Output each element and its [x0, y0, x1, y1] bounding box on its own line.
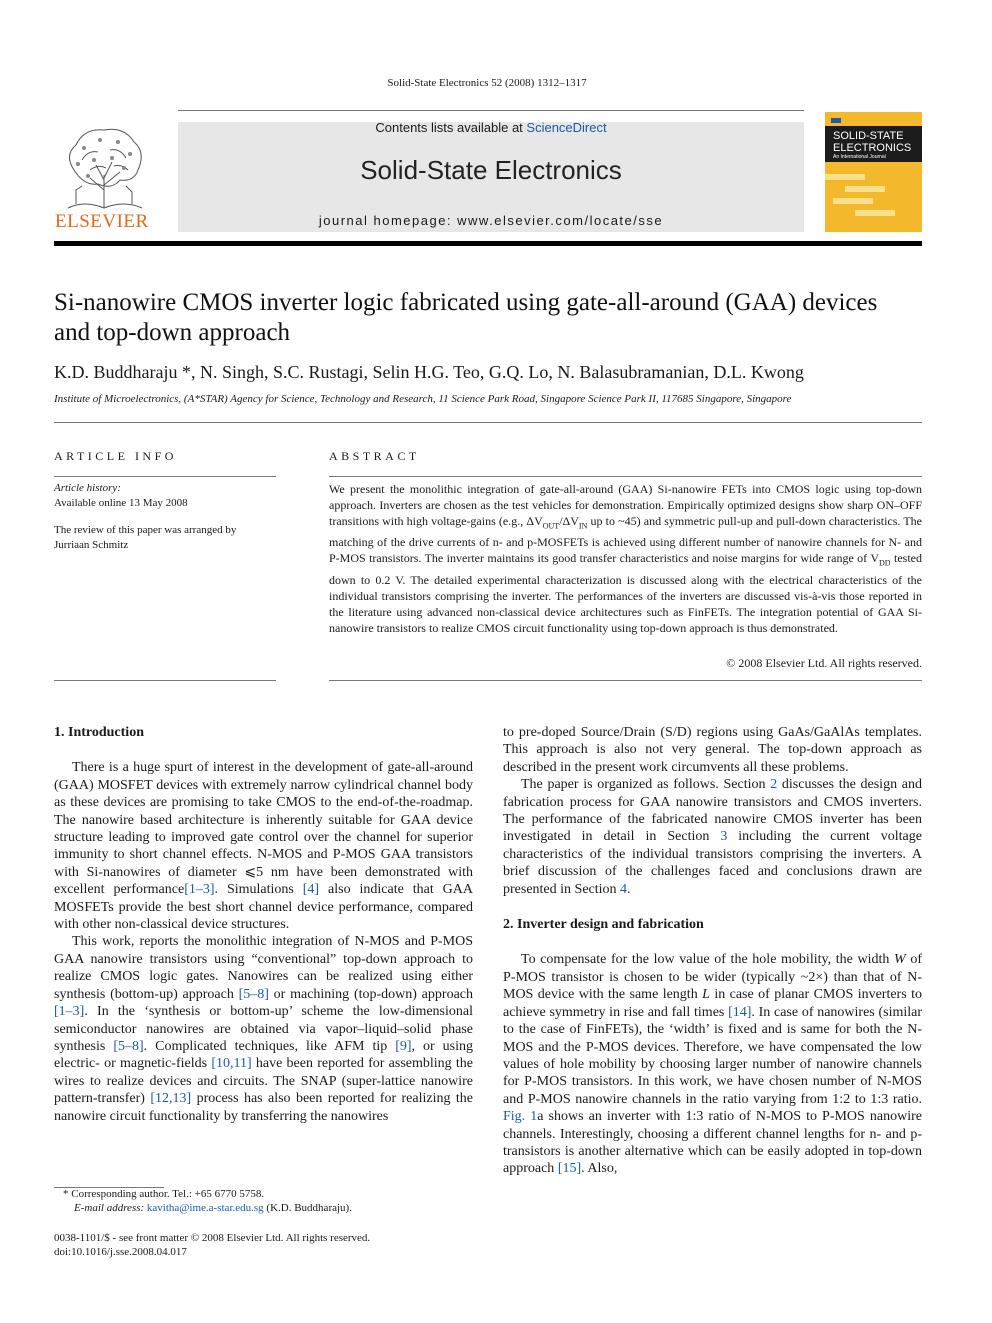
abstract-subscript: OUT [542, 521, 560, 531]
header-thick-rule [54, 241, 922, 246]
paragraph-intro-1 [54, 759, 473, 933]
text-run: of P-MOS transistor is chosen to be wider (typically ~2×) than that of N-MOS device with the same length [503, 952, 922, 1003]
citation-link[interactable]: [5–8] [238, 986, 269, 1002]
article-info-bottom-rule [54, 680, 276, 681]
article-title-line1: Si-nanowire CMOS inverter logic fabricated using gate-all-around (GAA) devices [54, 289, 878, 316]
abstract-part: tested down to 0.2 V. The detailed experimental characterization is discussed along with the electrical characteristics of the individual transistors comprising the inverter. The performances of the inverters are discussed vis-à-vis those reported in the literature using advanced non-classical device architectures such as FinFETs. The integration potential of GAA Si-nanowire transistors to realize CMOS circuit functionality using top-down approach is thus demonstrated. [329, 551, 922, 635]
article-title [54, 288, 924, 348]
cover-subtitle: An International Journal [833, 154, 886, 160]
cover-title-line1: SOLID-STATE [833, 130, 904, 142]
text-run: This work, reports the monolithic integration of N-MOS and P-MOS GAA nanowire transistors using “conventional” top-down approach to realize CMOS logic gates. Nanowires can be realized using either synthesis (bottom-up) approach [54, 934, 473, 1002]
text-run: There is a huge spurt of interest in the development of gate-all-around (GAA) MOSFET devices with extremely narrow cylindrical channel body as these devices are promising to take CMOS to the end-of-the-roadmap. The nanowire based architecture is inherently suitable for GAA device structure leading to improved gate control over the channel for superior immunity to short channel effects. N-MOS and P-MOS GAA transistors with Si-nanowires of diameter ⩽5 nm have been demonstrated with excellent performance [54, 760, 473, 898]
abstract-part: /ΔV [559, 514, 579, 528]
cover-stripe [833, 198, 873, 204]
section-heading-introduction: 1. Introduction [54, 725, 144, 740]
text-run: The paper is organized as follows. Section [521, 777, 771, 793]
citation-link[interactable]: [1–3] [54, 1004, 85, 1020]
text-run: also indicate that GAA MOSFETs provide the best short channel device performance, compared with other non-classical device structures. [54, 882, 473, 933]
cover-title-line2: ELECTRONICS [833, 142, 912, 154]
citation-link[interactable]: [5–8] [113, 1038, 144, 1054]
journal-name: Solid-State Electronics [360, 155, 622, 185]
text-run: process has also been reported for realizing the nanowire circuit functionality by transferring the nanowires [54, 1091, 473, 1124]
journal-cover-thumbnail [825, 112, 922, 232]
citation-link[interactable]: [14] [728, 1004, 752, 1020]
section-link[interactable]: 3 [720, 829, 728, 845]
contents-prefix: Contents lists available at [375, 120, 527, 135]
cover-stripe [845, 186, 885, 192]
text-run: discusses the design and fabrication process for GAA nanowire transistors and CMOS inverters. The performance of the fabricated nanowire CMOS inverter has been investigated in detail in Section [503, 777, 922, 845]
email-owner: (K.D. Buddharaju). [263, 1202, 352, 1214]
article-history-label: Article history: [54, 482, 121, 494]
abstract-bottom-rule [329, 680, 922, 681]
cover-stripe [855, 210, 895, 216]
abstract-subscript: IN [578, 521, 588, 531]
article-info-rule [54, 476, 276, 477]
abstract-text [329, 481, 922, 636]
text-run: . [627, 881, 631, 897]
email-label: E-mail address: [74, 1202, 147, 1214]
variable-w: W [894, 952, 906, 968]
abstract-part: We present the monolithic integration of gate-all-around (GAA) Si-nanowire FETs into CMOS logic using top-down approach. Inverters are chosen as the test vehicles for demonstration. Empirically optimized designs show sharp ON–OFF transitions with high voltage-gains (e.g., ΔV [329, 482, 922, 528]
text-run: . Also, [581, 1161, 618, 1177]
citation-link[interactable]: [15] [557, 1161, 582, 1177]
text-run: . In the ‘synthesis or bottom-up’ scheme the low-dimensional semiconductor nanowires are obtained via vapor–liquid–solid phase synthesis [54, 1004, 473, 1054]
email-link[interactable]: kavitha@ime.a-star.edu.sg [146, 1202, 264, 1214]
cover-stripe [825, 174, 865, 180]
journal-reference: Solid-State Electronics 52 (2008) 1312–1317 [387, 77, 587, 89]
article-info-heading: ARTICLE INFO [54, 449, 177, 463]
review-note-line1: The review of this paper was arranged by [54, 524, 237, 536]
article-authors: K.D. Buddharaju *, N. Singh, S.C. Rustagi, Selin H.G. Teo, G.Q. Lo, N. Balasubramanian, D.L. Kwong [54, 362, 804, 382]
article-history-value: Available online 13 May 2008 [54, 497, 188, 509]
article-history [54, 481, 276, 511]
abstract-heading: ABSTRACT [329, 449, 420, 463]
sciencedirect-link[interactable]: ScienceDirect [526, 120, 607, 135]
email-note [74, 1201, 352, 1215]
citation-link[interactable]: [10,11] [211, 1056, 252, 1072]
body-left-column [54, 724, 473, 1125]
elsevier-wordmark: ELSEVIER [55, 211, 149, 232]
figure-link[interactable]: Fig. 1 [503, 1109, 538, 1125]
paragraph-intro-3: to pre-doped Source/Drain (S/D) regions using GaAs/GaAlAs templates. This approach is also not very general. The top-down approach as described in the present work circumvents all these problems. [503, 725, 922, 775]
text-run: . In case of nanowires (similar to the case of FinFETs), the ‘width’ is fixed and is same for both the N-MOS and the P-MOS devices. Therefore, we have compensated the low values of hole mobility by choosing larger number of nanowire channels for P-MOS transistors. In this work, we have chosen number of N-MOS and P-MOS nanowire channels in the ratio varying from 1:2 to 1:3 ratio. [503, 1004, 922, 1107]
contents-line [178, 120, 804, 135]
corresponding-author-note: * Corresponding author. Tel.: +65 6770 5758. [63, 1188, 265, 1200]
citation-link[interactable]: [12,13] [150, 1091, 192, 1107]
paragraph-intro-4 [503, 776, 922, 898]
cover-title [833, 130, 918, 161]
article-affiliation: Institute of Microelectronics, (A*STAR) Agency for Science, Technology and Research, 11 Science Park Road, Singapore Science Park II, 117685 Singapore, Singapore [54, 393, 792, 405]
abstract-subscript: DD [879, 558, 891, 568]
header-rule [178, 110, 804, 111]
doi-line: doi:10.1016/j.sse.2008.04.017 [54, 1246, 187, 1258]
text-run: have been reported for assembling the wires to realize devices and circuits. The SNAP (super-lattice nanowire pattern-transfer) [54, 1056, 473, 1107]
cover-publisher-mark [831, 118, 841, 123]
affiliation-rule [54, 422, 922, 423]
text-run: . Complicated techniques, like AFM tip [143, 1038, 396, 1054]
abstract-copyright: © 2008 Elsevier Ltd. All rights reserved. [726, 656, 922, 670]
journal-homepage[interactable]: journal homepage: www.elsevier.com/locate/sse [318, 213, 664, 228]
review-note [54, 523, 276, 553]
article-title-line2: and top-down approach [54, 319, 291, 346]
section-link[interactable]: 4 [620, 881, 628, 897]
text-run: To compensate for the low value of the hole mobility, the width [521, 952, 895, 968]
citation-link[interactable]: [1–3] [184, 882, 215, 898]
abstract-rule [329, 476, 922, 477]
abstract-part: up to ~45) and symmetric pull-up and pull-down characteristics. The matching of the drive currents of n- and p-MOSFETs is achieved using different number of nanowire channels for N- and P-MOS transistors. The inverter maintains its good transfer characteristics and noise margins for wide range of V [329, 514, 923, 566]
text-run: . Simulations [214, 882, 303, 898]
citation-link[interactable]: [4] [302, 882, 320, 898]
citation-link[interactable]: [9] [395, 1038, 412, 1054]
section-link[interactable]: 2 [770, 777, 778, 793]
paragraph-intro-2 [54, 933, 473, 1124]
text-run: in case of planar CMOS inverters to achieve symmetry in rise and fall times [503, 987, 922, 1020]
text-run: or machining (top-down) approach [268, 986, 473, 1002]
text-run: including the current voltage characteristics of the individual transistors comprising the inverters. A brief discussion of the challenges faced and conclusions drawn are presented in Section [503, 829, 922, 897]
variable-l: L [702, 987, 710, 1003]
section-heading-design: 2. Inverter design and fabrication [503, 917, 704, 933]
text-run: a shows an inverter with 1:3 ratio of N-MOS to P-MOS nanowire channels. Interestingly, choosing a different channel lengths for n- and p-transistors is another alternative which can be easily adopted in top-down approach [503, 1109, 922, 1177]
review-note-line2: Jurriaan Schmitz [54, 539, 129, 551]
issn-line: 0038-1101/$ - see front matter © 2008 Elsevier Ltd. All rights reserved. [54, 1232, 371, 1244]
text-run: , or using electric- or magnetic-fields [54, 1038, 473, 1072]
paragraph-design-1 [503, 951, 922, 1177]
body-right-column [503, 724, 922, 1178]
